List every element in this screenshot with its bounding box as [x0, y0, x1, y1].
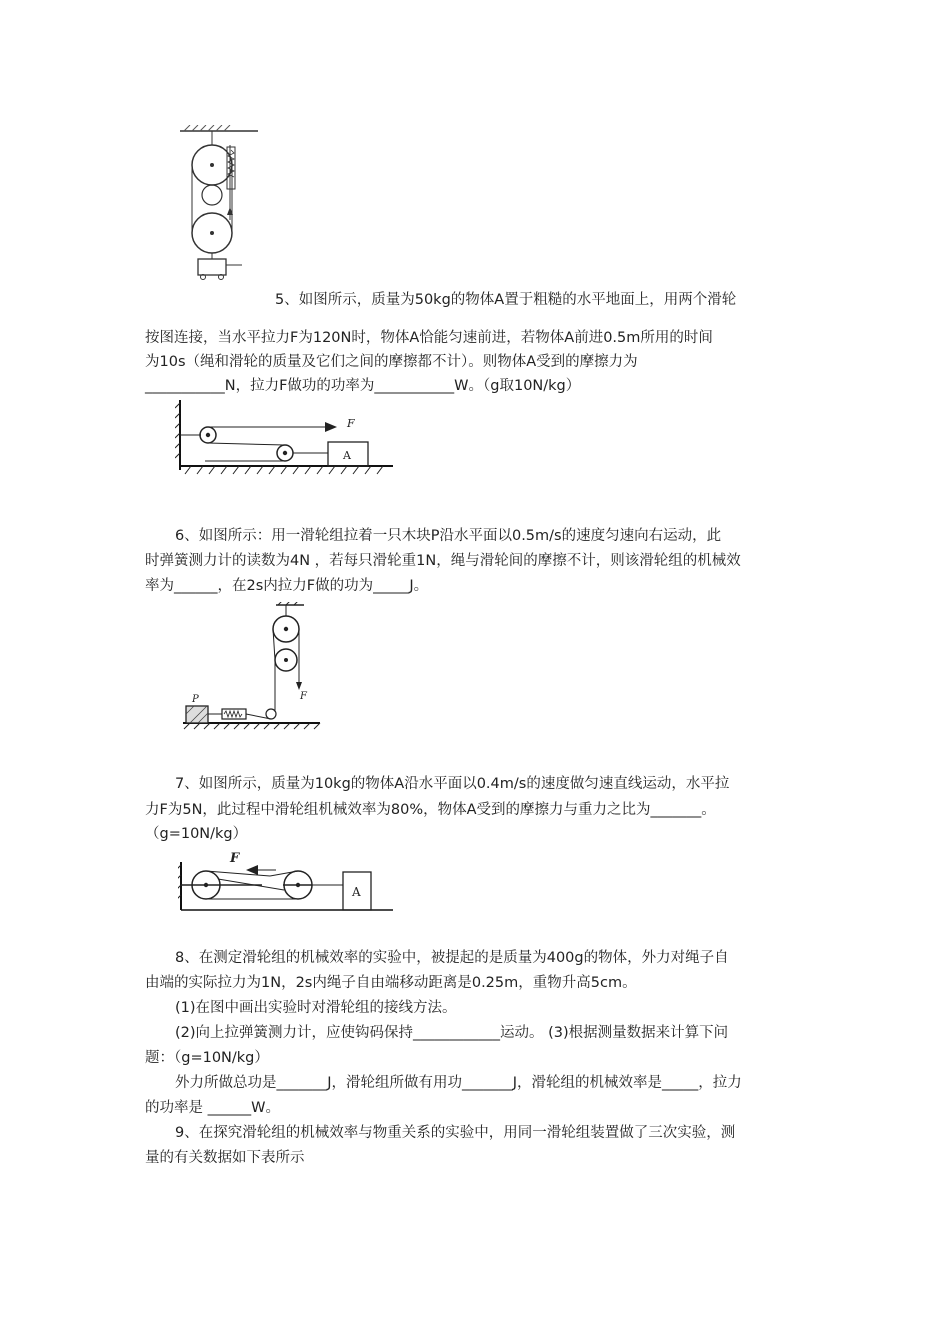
q6-block-label: P	[192, 694, 199, 705]
q7-force-label: F	[230, 851, 240, 866]
q8-line-2: 由端的实际拉力为1N，2s内绳子自由端移动距离是0.25m，重物升高5cm。	[145, 975, 637, 991]
q6-figure	[178, 602, 323, 730]
q7-line-1: 7、如图所示，质量为10kg的物体A沿水平面以0.4m/s的速度做匀速直线运动，水平拉	[175, 776, 730, 792]
q8-line-6: 外力所做总功是_______J，滑轮组所做有用功_______J，滑轮组的机械效率是_____，拉力	[175, 1075, 742, 1091]
q8-line-5: 题：（g=10N/kg）	[145, 1050, 269, 1066]
q5-figure	[175, 400, 395, 476]
q5-line-1: 5、如图所示，质量为50kg的物体A置于粗糙的水平地面上，用两个滑轮	[275, 292, 737, 308]
q5-force-label: F	[347, 417, 355, 430]
q8-line-4: (2)向上拉弹簧测力计，应使钩码保持____________运动。 (3)根据测量数据来计算下问	[175, 1025, 729, 1041]
q6-line-1: 6、如图所示：用一滑轮组拉着一只木块P沿水平面以0.5m/s的速度匀速向右运动，此	[175, 528, 722, 544]
q7-line-2: 力F为5N，此过程中滑轮组机械效率为80%，物体A受到的摩擦力与重力之比为_______。	[145, 802, 716, 818]
q8-line-3: (1)在图中画出实验时对滑轮组的接线方法。	[175, 1000, 457, 1016]
q5-line-4: ___________N，拉力F做功的功率为___________W。（g取10N/kg）	[145, 378, 581, 394]
q9-line-2: 量的有关数据如下表所示	[145, 1150, 305, 1166]
q7-figure	[178, 846, 398, 918]
q6-line-2: 时弹簧测力计的读数为4N ，若每只滑轮重1N，绳与滑轮间的摩擦不计，则该滑轮组的机械效	[145, 553, 741, 569]
q5-line-3: 为10s（绳和滑轮的质量及它们之间的摩擦都不计）。则物体A受到的摩擦力为	[145, 354, 638, 370]
q6-line-3: 率为______，在2s内拉力F做的功为_____J。	[145, 578, 429, 594]
q6-force-label: F	[300, 691, 307, 702]
q5-line-2: 按图连接，当水平拉力F为120N时，物体A恰能匀速前进，若物体A前进0.5m所用的时间	[145, 330, 713, 346]
q8-line-7: 的功率是 ______W。	[145, 1100, 280, 1116]
q5-block-label: A	[343, 449, 351, 462]
q9-line-1: 9、在探究滑轮组的机械效率与物重关系的实验中，用同一滑轮组装置做了三次实验，测	[175, 1125, 736, 1141]
q8-line-1: 8、在测定滑轮组的机械效率的实验中，被提起的是质量为400g的物体，外力对绳子自	[175, 950, 729, 966]
q7-line-3: （g=10N/kg）	[145, 826, 248, 842]
q7-block-label: A	[352, 885, 361, 899]
pulley-block-figure	[172, 125, 264, 285]
